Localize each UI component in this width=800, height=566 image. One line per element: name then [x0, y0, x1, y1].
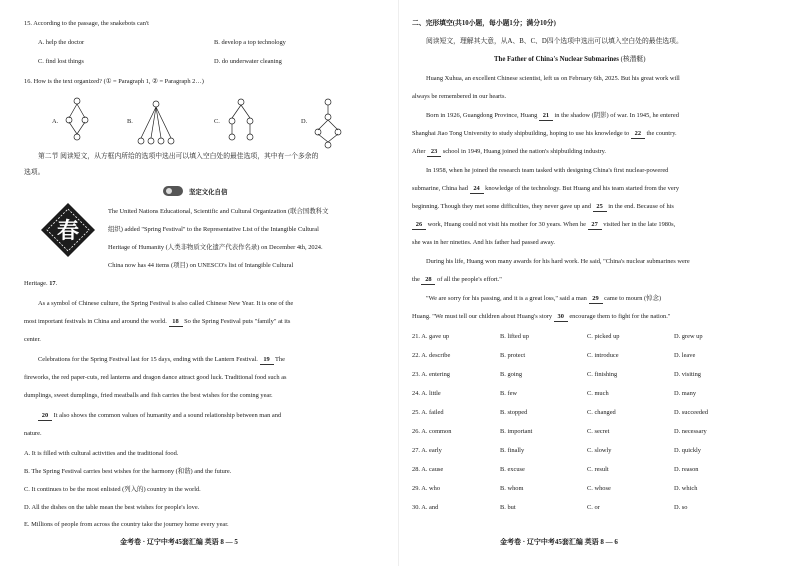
opt-22d[interactable]: D. leave	[674, 352, 696, 359]
blank-30[interactable]: 30	[554, 313, 568, 322]
r-line-7: submarine, China had 24 knowledge of the technology. But Huang and his team started from the very	[412, 185, 680, 192]
q16-option-d[interactable]: D.	[301, 118, 308, 125]
banner-badge	[163, 186, 183, 196]
opt-22b[interactable]: B. protect	[500, 352, 526, 359]
blank-26[interactable]: 26	[412, 221, 426, 230]
opt-25c[interactable]: C. changed	[587, 409, 616, 416]
opt-21c[interactable]: C. picked up	[587, 333, 620, 340]
blank-21[interactable]: 21	[539, 112, 553, 121]
p3-line-3: dumplings, sweet dumplings, fried meatballs and fish carries the best wishes for the coming year.	[24, 392, 273, 399]
option-a[interactable]: A. It is filled with cultural activities and the traditional food.	[24, 450, 179, 457]
section-title: 坚定文化自信	[189, 189, 228, 196]
q16-diagram-d	[312, 98, 344, 152]
opt-26d[interactable]: D. necessary	[674, 428, 707, 435]
q15-stem: 15. According to the passage, the snakebots can't	[24, 20, 149, 27]
p3-line-1: Celebrations for the Spring Festival last for 15 days, ending with the Lantern Festival. 19 The	[38, 356, 285, 363]
opt-30c[interactable]: C. or	[587, 504, 600, 511]
q16-diagram-a	[62, 96, 92, 152]
p1-line-5: Heritage. 17.	[24, 280, 58, 287]
q16-option-c[interactable]: C.	[214, 118, 220, 125]
opt-26b[interactable]: B. important	[500, 428, 533, 435]
r-line-6: In 1958, when he joined the research team tasked with designing China's first nuclear-powered	[426, 167, 669, 174]
p1-line-2: 组织) added "Spring Festival" to the Representative List of the Intangible Cultural	[108, 226, 319, 233]
banner-icon	[166, 188, 172, 194]
r-line-14: Huang. "We must tell our children about Huang's story 30 encourage them to fight for the nation."	[412, 313, 671, 320]
r-line-11: During his life, Huang won many awards for his hard work. He said, "China's nuclear submarines were	[426, 258, 690, 265]
opt-23b[interactable]: B. going	[500, 371, 523, 378]
blank-23[interactable]: 23	[427, 148, 441, 157]
p1-line-3: Heritage of Humanity (人类非物质文化遗产代表作名录) on December 4th, 2024.	[108, 244, 323, 251]
r-line-13: "We are sorry for his passing, and it is a great loss," said a man 29 came to mourn (悼念)	[426, 295, 662, 302]
q15-option-c[interactable]: C. find lost things	[38, 58, 84, 65]
right-footer: 金考卷 · 辽宁中考45套汇编 英语 8 — 6	[500, 538, 618, 546]
p2-line-1: As a symbol of Chinese culture, the Spring Festival is also called Chinese New Year. It is one of the	[38, 300, 294, 307]
q15-option-a[interactable]: A. help the doctor	[38, 39, 85, 46]
opt-29d[interactable]: D. which	[674, 485, 698, 492]
opt-30d[interactable]: D. so	[674, 504, 688, 511]
opt-30a[interactable]: 30. A. and	[412, 504, 439, 511]
r-line-4: Shanghai Jiao Tong University to study shipbuilding, hoping to use his knowledge to 22 the country.	[412, 130, 677, 137]
q15-option-d[interactable]: D. do underwater cleaning	[214, 58, 282, 65]
blank-20[interactable]: 20	[38, 412, 52, 421]
blank-19[interactable]: 19	[260, 356, 274, 365]
p1-line-1: The United Nations Educational, Scientific and Cultural Organization (联合国教科文	[108, 208, 329, 215]
option-b[interactable]: B. The Spring Festival carries best wishes for the harmony (和谐) and the future.	[24, 468, 232, 475]
r-line-8: beginning. Though they met some difficulties, they never gave up and 25 in the end. Because of his	[412, 203, 674, 210]
opt-26c[interactable]: C. secret	[587, 428, 610, 435]
opt-27a[interactable]: 27. A. early	[412, 447, 442, 454]
opt-21a[interactable]: 21. A. gave up	[412, 333, 450, 340]
blank-29[interactable]: 29	[589, 295, 603, 304]
blank-25[interactable]: 25	[593, 203, 607, 212]
option-d[interactable]: D. All the dishes on the table mean the best wishes for people's love.	[24, 504, 200, 511]
blank-18[interactable]: 18	[169, 318, 183, 327]
section-banner	[163, 186, 243, 196]
opt-27d[interactable]: D. quickly	[674, 447, 701, 454]
p2-line-2: most important festivals in China and around the world. 18 So the Spring Festival puts "family" at its	[24, 318, 291, 325]
option-c[interactable]: C. It continues to be the most enlisted (列入的) country in the world.	[24, 486, 201, 493]
opt-24c[interactable]: C. much	[587, 390, 609, 397]
spring-paper-cut-image	[40, 202, 96, 258]
blank-17[interactable]: 17	[49, 280, 56, 287]
blank-24[interactable]: 24	[470, 185, 484, 194]
stamp-character: 春	[56, 218, 80, 244]
opt-29b[interactable]: B. whom	[500, 485, 524, 492]
opt-25b[interactable]: B. stopped	[500, 409, 528, 416]
passage-title: The Father of China's Nuclear Submarines (核潜艇)	[494, 56, 646, 63]
opt-24b[interactable]: B. few	[500, 390, 518, 397]
p3-line-2: fireworks, the red paper-cuts, red lanterns and dragon dance attract good luck. Traditional food such as	[24, 374, 287, 381]
blank-27[interactable]: 27	[588, 221, 602, 230]
opt-25a[interactable]: 25. A. failed	[412, 409, 444, 416]
opt-28a[interactable]: 28. A. cause	[412, 466, 444, 473]
opt-28c[interactable]: C. result	[587, 466, 609, 473]
part2-instruction-2: 选项。	[24, 169, 45, 176]
r-line-12: the 28 of all the people's effort."	[412, 276, 502, 283]
blank-22[interactable]: 22	[631, 130, 645, 139]
p4-line-1: 20 It also shows the common values of humanity and a sound relationship between man and	[38, 412, 281, 421]
r-line-3: Born in 1926, Guangdong Province, Huang 21 in the shadow (阴影) of war. In 1945, he entered	[426, 112, 679, 119]
r-line-2: always be remembered in our hearts.	[412, 93, 507, 100]
cloze-heading: 二、完形填空(共10小题，每小题1分；满分10分)	[412, 20, 556, 27]
q16-diagram-b	[136, 100, 176, 152]
p1-line-4: China now has 44 items (项目) on UNESCO's list of Intangible Cultural	[108, 262, 294, 269]
p2-line-3: center.	[24, 336, 41, 343]
q16-option-a[interactable]: A.	[52, 118, 59, 125]
opt-23a[interactable]: 23. A. entering	[412, 371, 450, 378]
opt-22c[interactable]: C. introduce	[587, 352, 619, 359]
opt-23c[interactable]: C. finishing	[587, 371, 618, 378]
opt-27b[interactable]: B. finally	[500, 447, 525, 454]
p4-line-2: nature.	[24, 430, 42, 437]
q15-option-b[interactable]: B. develop a top technology	[214, 39, 286, 46]
opt-28d[interactable]: D. reason	[674, 466, 699, 473]
opt-29c[interactable]: C. whose	[587, 485, 611, 492]
opt-28b[interactable]: B. excuse	[500, 466, 525, 473]
opt-21b[interactable]: B. lifted up	[500, 333, 529, 340]
blank-28[interactable]: 28	[421, 276, 435, 285]
r-line-5: After 23 school in 1949, Huang joined the nation's shipbuilding industry.	[412, 148, 607, 155]
opt-29a[interactable]: 29. A. who	[412, 485, 441, 492]
opt-30b[interactable]: B. but	[500, 504, 516, 511]
r-line-9: 26 work, Huang could not visit his mother for 30 years. When he 27 visited her in the late 1980s,	[412, 221, 675, 230]
part2-instruction-1: 第二节 阅读短文，从方框内所给的选项中选出可以填入空白处的最佳选项，其中有一个多余的	[38, 153, 319, 160]
opt-24d[interactable]: D. many	[674, 390, 697, 397]
opt-23d[interactable]: D. visiting	[674, 371, 701, 378]
q16-option-b[interactable]: B.	[127, 118, 133, 125]
right-page	[400, 0, 800, 566]
opt-27c[interactable]: C. slowly	[587, 447, 612, 454]
r-line-10: she was in her nineties. And his father had passed away.	[412, 239, 555, 246]
opt-21d[interactable]: D. grew up	[674, 333, 703, 340]
opt-25d[interactable]: D. succeeded	[674, 409, 709, 416]
q16-stem: 16. How is the text organized? (① = Paragraph 1, ② = Paragraph 2…)	[24, 78, 204, 85]
q16-diagram-c	[224, 98, 258, 152]
cloze-instruction: 阅读短文，理解其大意，从A、B、C、D四个选项中选出可以填入空白处的最佳选项。	[426, 38, 683, 45]
opt-22a[interactable]: 22. A. describe	[412, 352, 451, 359]
r-line-1: Huang Xuhua, an excellent Chinese scientist, left us on February 6th, 2025. But his great work will	[426, 75, 680, 82]
option-e[interactable]: E. Millions of people from across the country take the journey home every year.	[24, 521, 229, 528]
opt-24a[interactable]: 24. A. little	[412, 390, 441, 397]
opt-26a[interactable]: 26. A. common	[412, 428, 452, 435]
left-footer: 金考卷 · 辽宁中考45套汇编 英语 8 — 5	[120, 538, 238, 546]
